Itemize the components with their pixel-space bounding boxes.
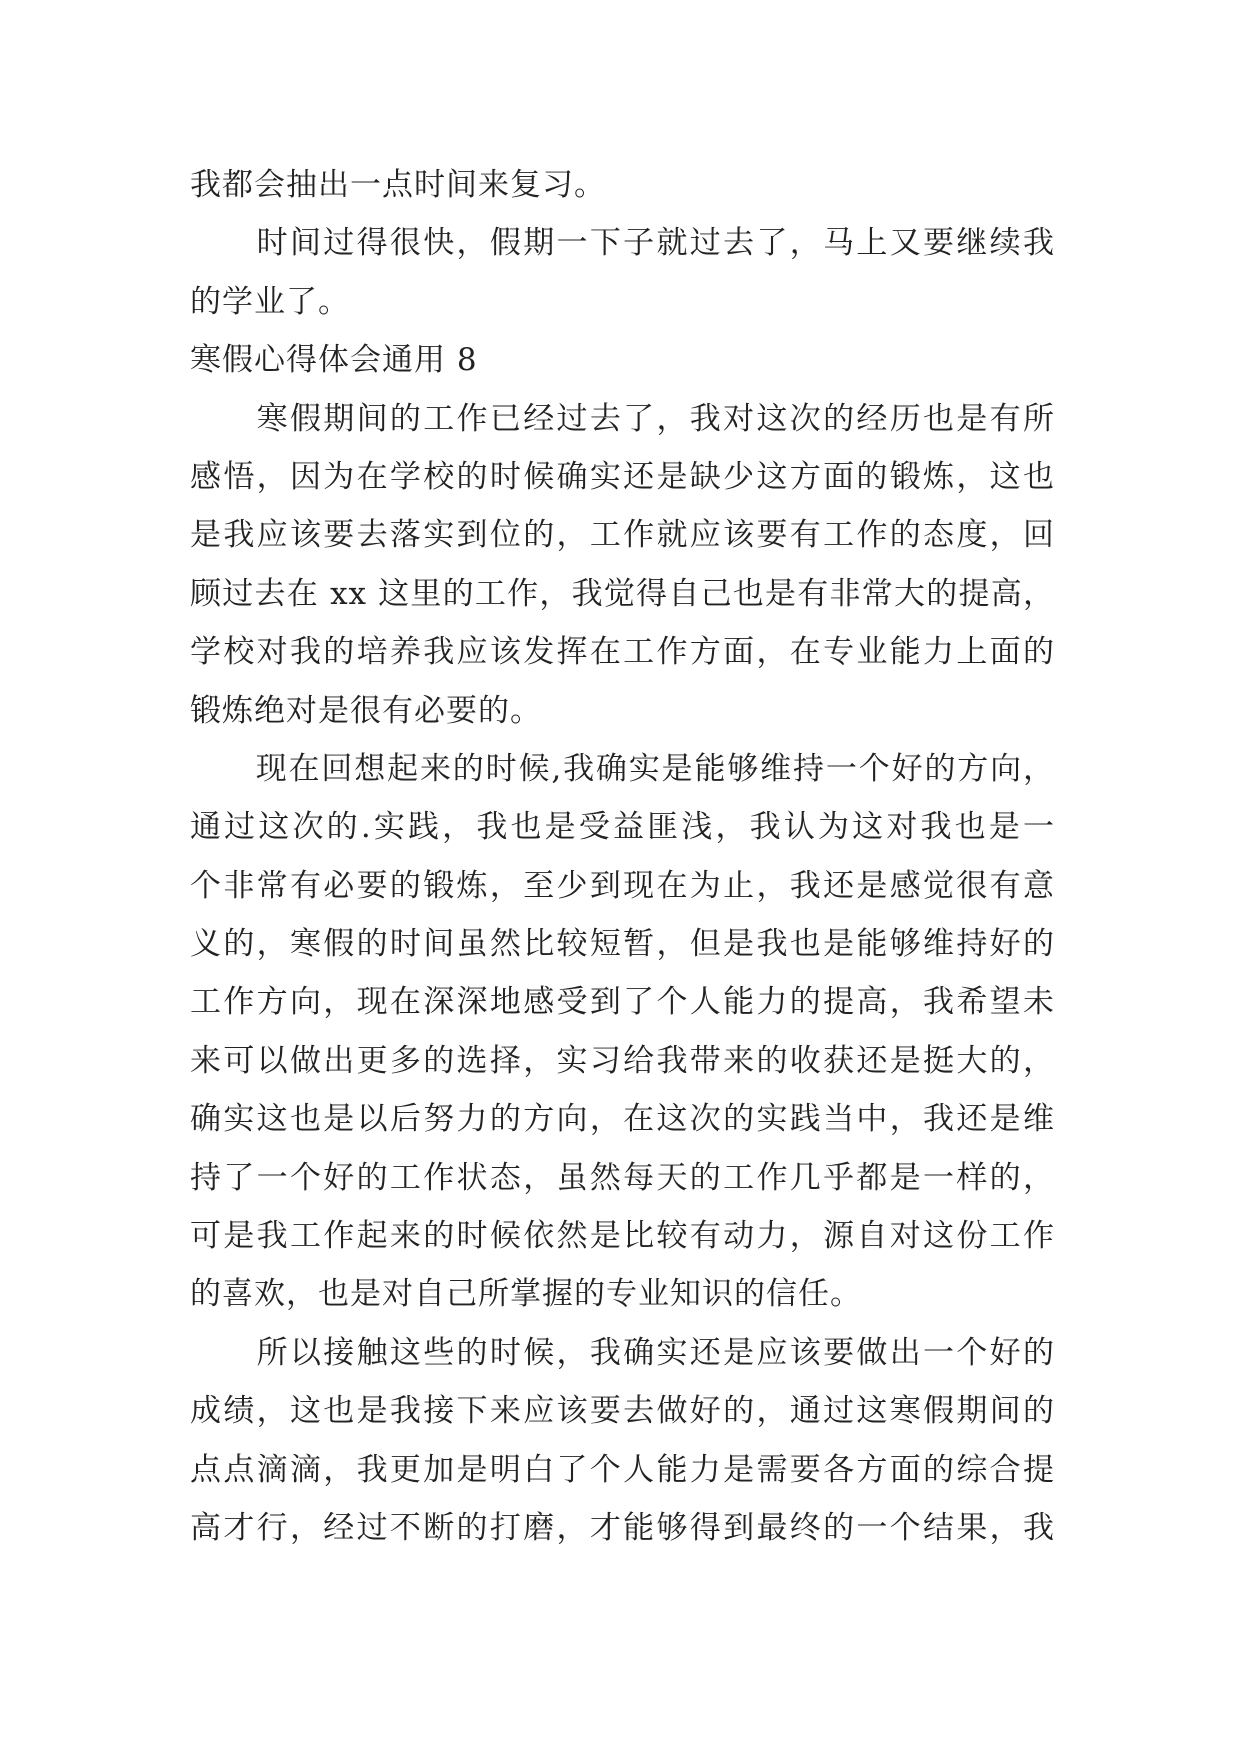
text-line: 现在回想起来的时候,我确实是能够维持一个好的方向， bbox=[190, 750, 1055, 787]
text-line: 可是我工作起来的时候依然是比较有动力，源自对这份工作 bbox=[190, 1218, 1055, 1255]
text-line: 点点滴滴，我更加是明白了个人能力是需要各方面的综合提 bbox=[190, 1451, 1055, 1488]
body-text bbox=[190, 156, 1055, 1557]
text-line: 工作方向，现在深深地感受到了个人能力的提高，我希望未 bbox=[190, 984, 1055, 1021]
text-line: 学校对我的培养我应该发挥在工作方面，在专业能力上面的 bbox=[190, 634, 1055, 671]
text-line: 感悟，因为在学校的时候确实还是缺少这方面的锻炼，这也 bbox=[190, 458, 1055, 495]
text-line: 来可以做出更多的选择，实习给我带来的收获还是挺大的， bbox=[190, 1042, 1055, 1079]
text-line: 的学业了。 bbox=[190, 283, 350, 320]
text-line: 通过这次的.实践，我也是受益匪浅，我认为这对我也是一 bbox=[190, 809, 1055, 846]
text-line: 锻炼绝对是很有必要的。 bbox=[190, 692, 542, 729]
text-line: 高才行，经过不断的打磨，才能够得到最终的一个结果，我 bbox=[190, 1509, 1055, 1546]
text-line: 寒假期间的工作已经过去了，我对这次的经历也是有所 bbox=[190, 400, 1055, 437]
text-line: 的喜欢，也是对自己所掌握的专业知识的信任。 bbox=[190, 1276, 862, 1313]
text-line: 个非常有必要的锻炼，至少到现在为止，我还是感觉很有意 bbox=[190, 867, 1055, 904]
text-line: 顾过去在 xx 这里的工作，我觉得自己也是有非常大的提高， bbox=[190, 575, 1055, 612]
text-line: 确实这也是以后努力的方向，在这次的实践当中，我还是维 bbox=[190, 1101, 1055, 1138]
text-line: 成绩，这也是我接下来应该要去做好的，通过这寒假期间的 bbox=[190, 1393, 1055, 1430]
text-line: 是我应该要去落实到位的，工作就应该要有工作的态度，回 bbox=[190, 517, 1055, 554]
text-line: 义的，寒假的时间虽然比较短暂，但是我也是能够维持好的 bbox=[190, 926, 1055, 963]
section-heading: 寒假心得体会通用 8 bbox=[190, 342, 478, 379]
text-line: 我都会抽出一点时间来复习。 bbox=[190, 167, 606, 203]
text-line: 所以接触这些的时候，我确实还是应该要做出一个好的 bbox=[190, 1334, 1055, 1371]
text-line: 持了一个好的工作状态，虽然每天的工作几乎都是一样的， bbox=[190, 1159, 1055, 1196]
text-line: 时间过得很快，假期一下子就过去了，马上又要继续我 bbox=[190, 225, 1055, 262]
